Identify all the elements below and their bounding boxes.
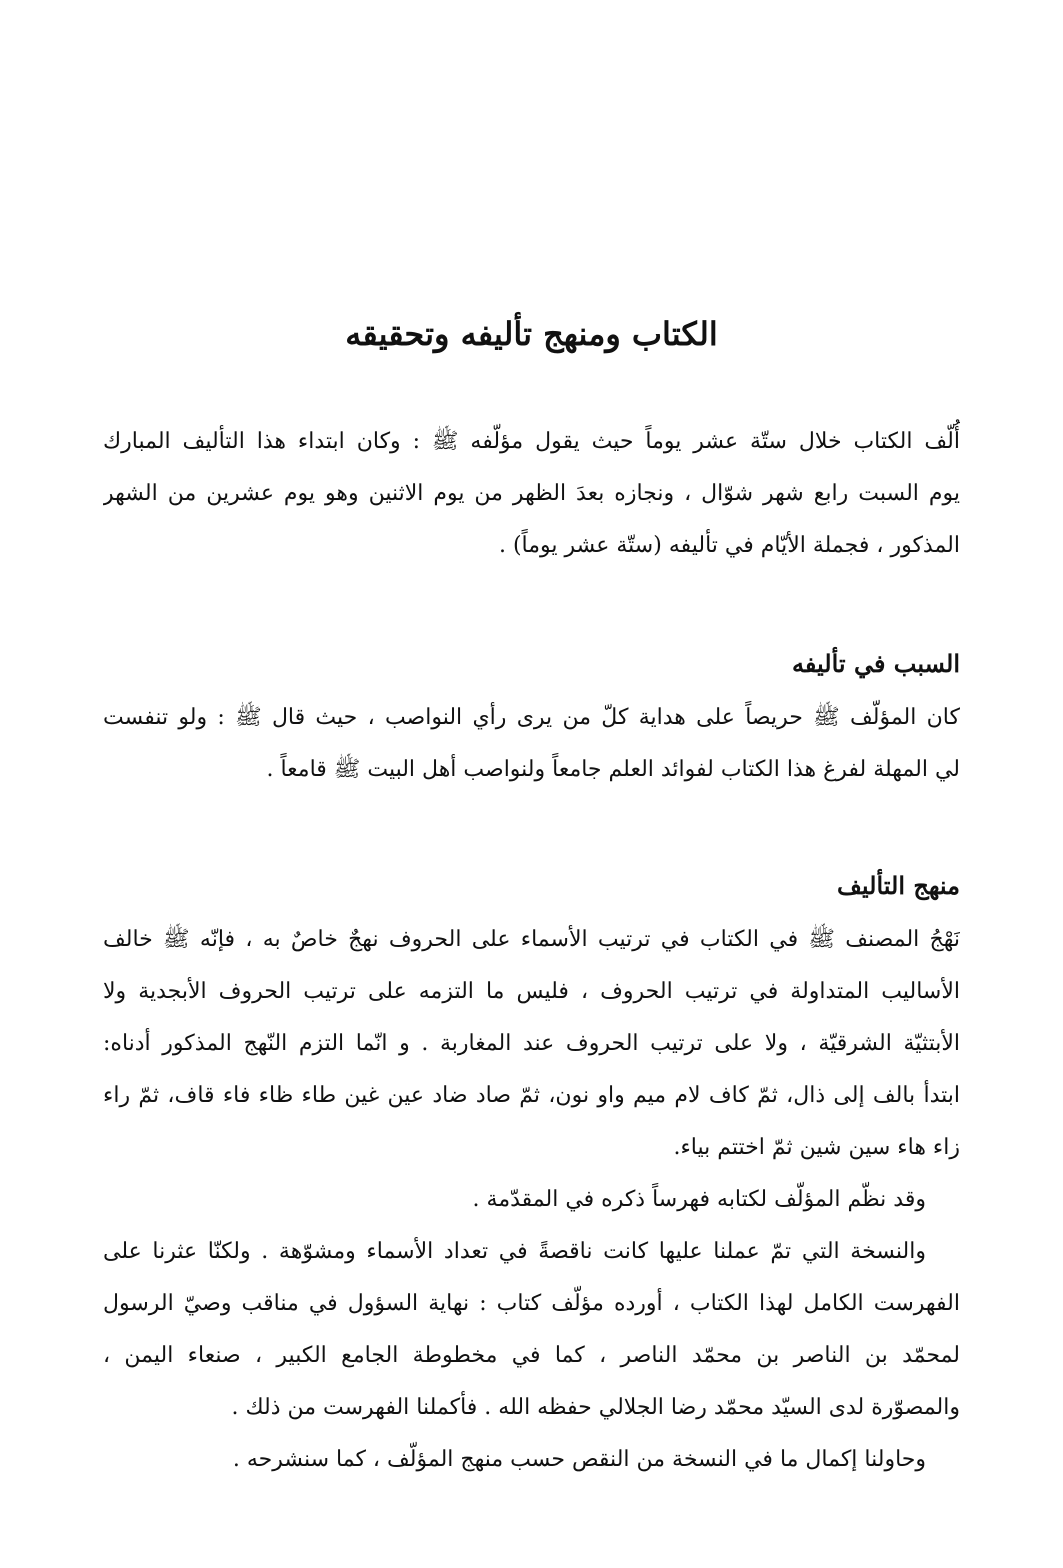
text-line: نَهْجُ المصنف ﷺ في الكتاب في ترتيب الأسماء على الحروف نهجٌ خاصٌ به ، فإنّه ﷺ خالف: [103, 927, 960, 952]
text-line: المذكور ، فجملة الأيّام في تأليفه (ستّة عشر يوماً) .: [498, 533, 960, 558]
text-line: لي المهلة لفرغ هذا الكتاب لفوائد العلم جامعاً ولنواصب أهل البيت ﷺ قامعاً .: [266, 757, 960, 782]
text-line: الفهرست الكامل لهذا الكتاب ، أورده مؤلّف كتاب : نهاية السؤول في مناقب وصيّ الرسول: [103, 1291, 960, 1316]
section-reason: [103, 636, 960, 796]
text-line: يوم السبت رابع شهر شوّال ، ونجازه بعدَ الظهر من يوم الاثنين وهو يوم عشرين من الشهر: [103, 481, 960, 506]
section-heading: منهج التأليف: [837, 871, 960, 900]
text-line: الأساليب المتداولة في ترتيب الحروف ، فليس ما التزمه على ترتيب الحروف الأبجدية ولا: [103, 979, 960, 1004]
text-line: وقد نظّم المؤلّف لكتابه فهرساً ذكره في المقدّمة .: [472, 1187, 926, 1212]
text-line: زاء هاء سين شين ثمّ اختتم بياء.: [673, 1135, 960, 1160]
intro-paragraph: [103, 416, 960, 572]
text-line: أُلّف الكتاب خلال ستّة عشر يوماً حيث يقول مؤلّفه ﷺ : وكان ابتداء هذا التأليف المبارك: [103, 429, 960, 454]
text-line: لمحمّد بن الناصر بن محمّد الناصر ، كما في مخطوطة الجامع الكبير ، صنعاء اليمن ،: [103, 1343, 960, 1368]
text-line: ابتدأ بالف إلى ذال، ثمّ كاف لام ميم واو نون، ثمّ صاد ضاد عين غين طاء ظاء فاء قاف، ثمّ راء: [103, 1083, 960, 1108]
text-line: والمصوّرة لدى السيّد محمّد رضا الجلالي حفظه الله . فأكملنا الفهرست من ذلك .: [231, 1395, 960, 1420]
page-title: الكتاب ومنهج تأليفه وتحقيقه: [345, 315, 718, 353]
text-line: كان المؤلّف ﷺ حريصاً على هداية كلّ من يرى رأي النواصب ، حيث قال ﷺ : ولو تنفست: [103, 705, 960, 730]
section-method: [103, 858, 960, 1486]
text-line: الأبتثيّة الشرقيّة ، ولا على ترتيب الحروف عند المغاربة . و انّما التزم النّهج المذكور أدناه:: [103, 1031, 960, 1056]
section-heading: السبب في تأليفه: [792, 649, 960, 678]
text-line: والنسخة التي تمّ عملنا عليها كانت ناقصةً في تعداد الأسماء ومشوّهة . ولكنّا عثرنا على: [103, 1239, 926, 1264]
text-line: وحاولنا إكمال ما في النسخة من النقص حسب منهج المؤلّف ، كما سنشرحه .: [232, 1447, 926, 1472]
